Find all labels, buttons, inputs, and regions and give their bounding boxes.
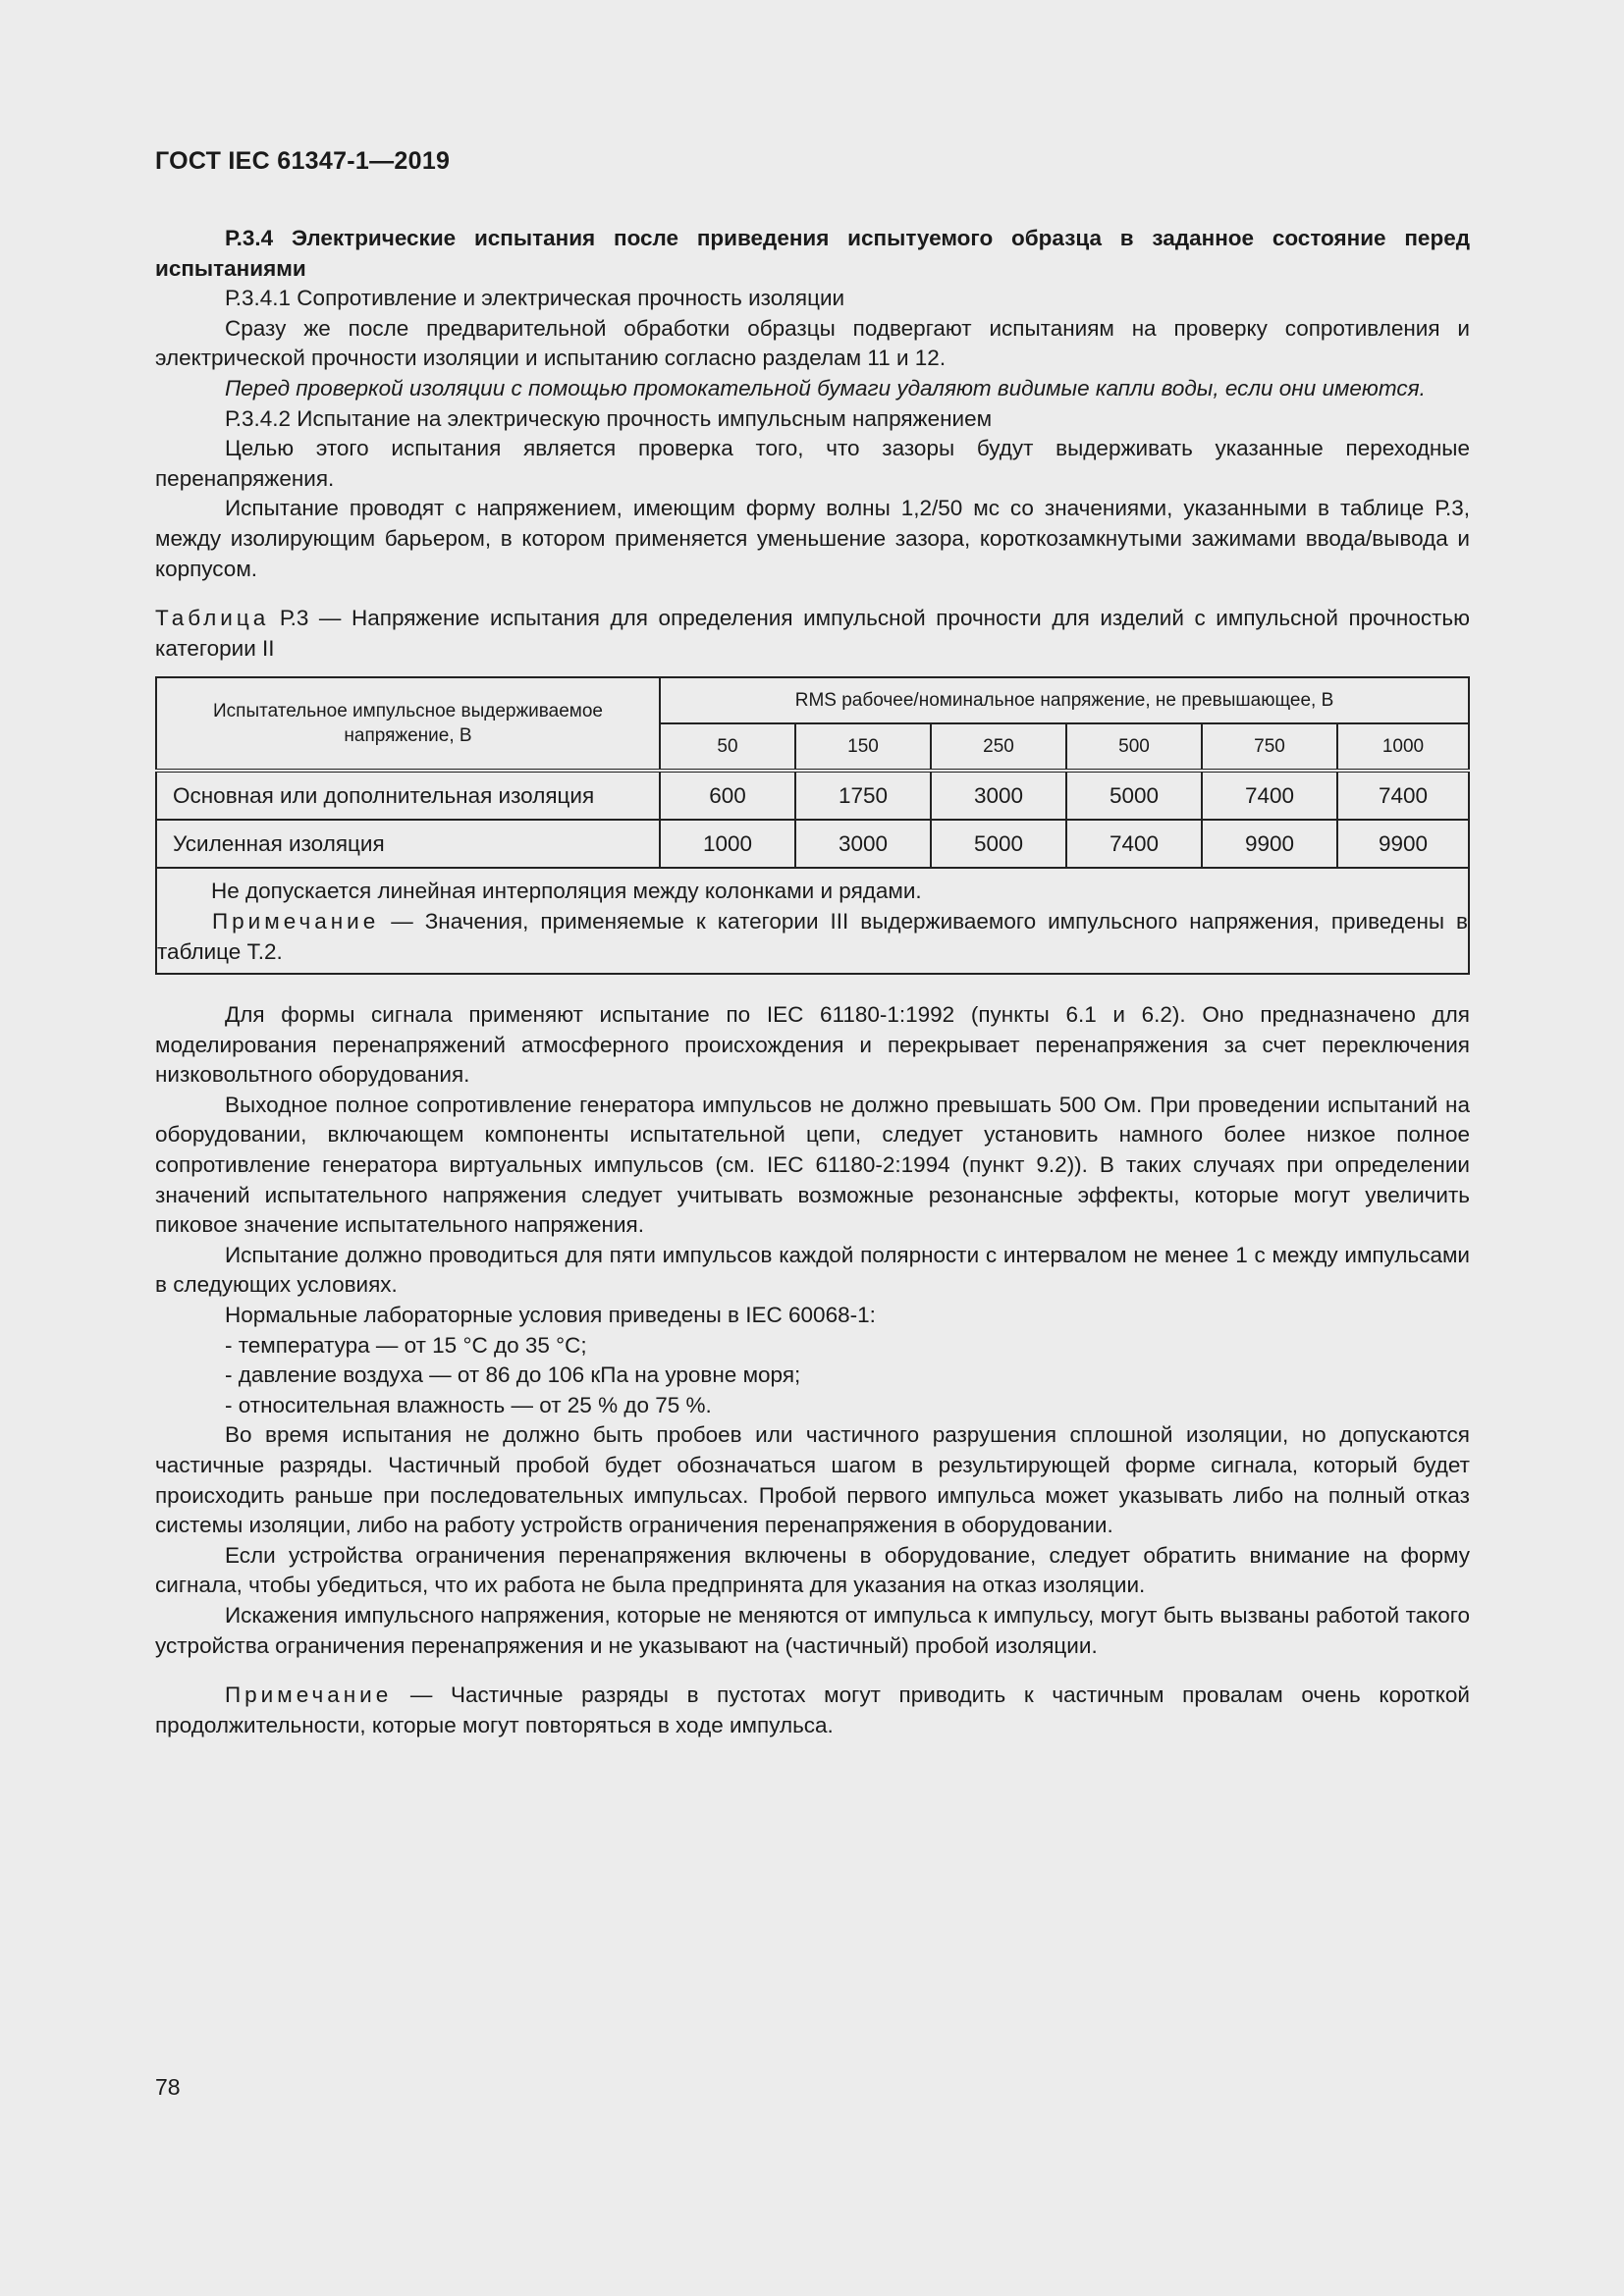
list-item: - давление воздуха — от 86 до 106 кПа на уровне моря; xyxy=(225,1362,801,1388)
list-item: - относительная влажность — от 25 % до 75 %. xyxy=(225,1392,712,1417)
table-note-word: Примечание xyxy=(212,908,380,934)
row-label: Основная или дополнительная изоляция xyxy=(156,771,660,820)
table-note xyxy=(157,907,1468,967)
voltage-header-cell: 500 xyxy=(1066,723,1202,771)
table-cell: 3000 xyxy=(795,820,931,868)
voltage-header-cell: 750 xyxy=(1202,723,1337,771)
paragraph: Если устройства ограничения перенапряжения включены в оборудование, следует обратить внимание на форму сигнала, чтобы убедиться, что их работа не была предпринята для указания на отказ изоляции. xyxy=(155,1542,1470,1598)
paragraph: Для формы сигнала применяют испытание по IEC 61180-1:1992 (пункты 6.1 и 6.2). Оно предназначено для моделирования перенапряжений атмосферного происхождения и перекрывает перенапряжения за счет переключения низковольтного оборудования. xyxy=(155,1002,1470,1088)
voltage-header-cell: 1000 xyxy=(1337,723,1469,771)
note-text: — Частичные разряды в пустотах могут приводить к частичным провалам очень короткой продолжительности, которые могут повторяться в ходе импульса. xyxy=(155,1682,1470,1737)
table-caption-text: Р.3 — Напряжение испытания для определения импульсной прочности для изделий с импульсной прочностью категории II xyxy=(155,606,1470,661)
voltage-header-cell: 250 xyxy=(931,723,1066,771)
note-paragraph xyxy=(155,1681,1470,1740)
table-cell: 9900 xyxy=(1337,820,1469,868)
paragraph: Сразу же после предварительной обработки образцы подвергают испытаниям на проверку сопротивления и электрической прочности изоляции и испытанию согласно разделам 11 и 12. xyxy=(155,315,1470,371)
table-cell: 7400 xyxy=(1066,820,1202,868)
document-body xyxy=(155,224,1470,1740)
note-word: Примечание xyxy=(225,1682,393,1708)
impulse-voltage-table xyxy=(155,676,1470,975)
section-title: Р.3.4 Электрические испытания после приведения испытуемого образца в заданное состояние перед испытаниями xyxy=(155,226,1470,281)
table-row xyxy=(156,820,1469,868)
voltage-header-cell: 50 xyxy=(660,723,795,771)
table-cell: 7400 xyxy=(1337,771,1469,820)
table-cell: 7400 xyxy=(1202,771,1337,820)
table-caption xyxy=(155,604,1470,664)
page-number: 78 xyxy=(155,2074,181,2100)
table-cell: 600 xyxy=(660,771,795,820)
table-cell: 3000 xyxy=(931,771,1066,820)
table-cell: 9900 xyxy=(1202,820,1337,868)
table-header-right: RMS рабочее/номинальное напряжение, не превышающее, В xyxy=(660,677,1469,723)
table-note-text: — Значения, применяемые к категории III выдерживаемого импульсного напряжения, приведены в таблице Т.2. xyxy=(157,908,1468,964)
voltage-header-cell: 150 xyxy=(795,723,931,771)
paragraph: Испытание должно проводиться для пяти импульсов каждой полярности с интервалом не менее 1 с между импульсами в следующих условиях. xyxy=(155,1242,1470,1298)
table-notes xyxy=(156,868,1469,974)
document-header: ГОСТ IEC 61347-1—2019 xyxy=(155,147,451,175)
paragraph: Испытание проводят с напряжением, имеющим форму волны 1,2/50 мс со значениями, указанными в таблице Р.3, между изолирующим барьером, в котором применяется уменьшение зазора, короткозамкнутыми зажимами ввода/вывода и корпусом. xyxy=(155,496,1470,581)
table-note-line: Не допускается линейная интерполяция между колонками и рядами. xyxy=(211,879,922,904)
table-cell: 1750 xyxy=(795,771,931,820)
row-label: Усиленная изоляция xyxy=(156,820,660,868)
table-caption-word: Таблица xyxy=(155,606,270,631)
list-item: - температура — от 15 °С до 35 °С; xyxy=(225,1332,587,1358)
italic-paragraph: Перед проверкой изоляции с помощью промокательной бумаги удаляют видимые капли воды, если они имеются. xyxy=(225,375,1426,400)
table-cell: 5000 xyxy=(931,820,1066,868)
paragraph: Искажения импульсного напряжения, которые не меняются от импульса к импульсу, могут быть вызваны работой такого устройства ограничения перенапряжения и не указывают на (частичный) пробой изоляции. xyxy=(155,1602,1470,1658)
table-header-left: Испытательное импульсное выдерживаемое напряжение, В xyxy=(156,677,660,771)
paragraph: Во время испытания не должно быть пробоев или частичного разрушения сплошной изоляции, но допускаются частичные разряды. Частичный пробой будет обозначаться шагом в результирующей форме сигнала, который будет происходить раньше при последовательных импульсах. Пробой первого импульса может указывать либо на полный отказ системы изоляции, либо на работу устройств ограничения перенапряжения в оборудовании. xyxy=(155,1422,1470,1538)
table-row xyxy=(156,771,1469,820)
after-table-text xyxy=(155,1000,1470,1740)
paragraph: Нормальные лабораторные условия приведены в IEC 60068-1: xyxy=(225,1303,876,1328)
subsection-title-1: Р.3.4.1 Сопротивление и электрическая прочность изоляции xyxy=(225,286,845,311)
subsection-title-2: Р.3.4.2 Испытание на электрическую прочность импульсным напряжением xyxy=(225,405,993,431)
paragraph: Целью этого испытания является проверка того, что зазоры будут выдерживать указанные переходные перенапряжения. xyxy=(155,436,1470,491)
table-cell: 1000 xyxy=(660,820,795,868)
table-cell: 5000 xyxy=(1066,771,1202,820)
paragraph: Выходное полное сопротивление генератора импульсов не должно превышать 500 Ом. При проведении испытаний на оборудовании, включающем компоненты испытательной цепи, следует установить намного более низкое полное сопротивление генератора виртуальных импульсов (см. IEC 61180-2:1994 (пункт 9.2)). В таких случаях при определении значений испытательного напряжения следует учитывать возможные резонансные эффекты, которые могут увеличить пиковое значение испытательного напряжения. xyxy=(155,1092,1470,1238)
